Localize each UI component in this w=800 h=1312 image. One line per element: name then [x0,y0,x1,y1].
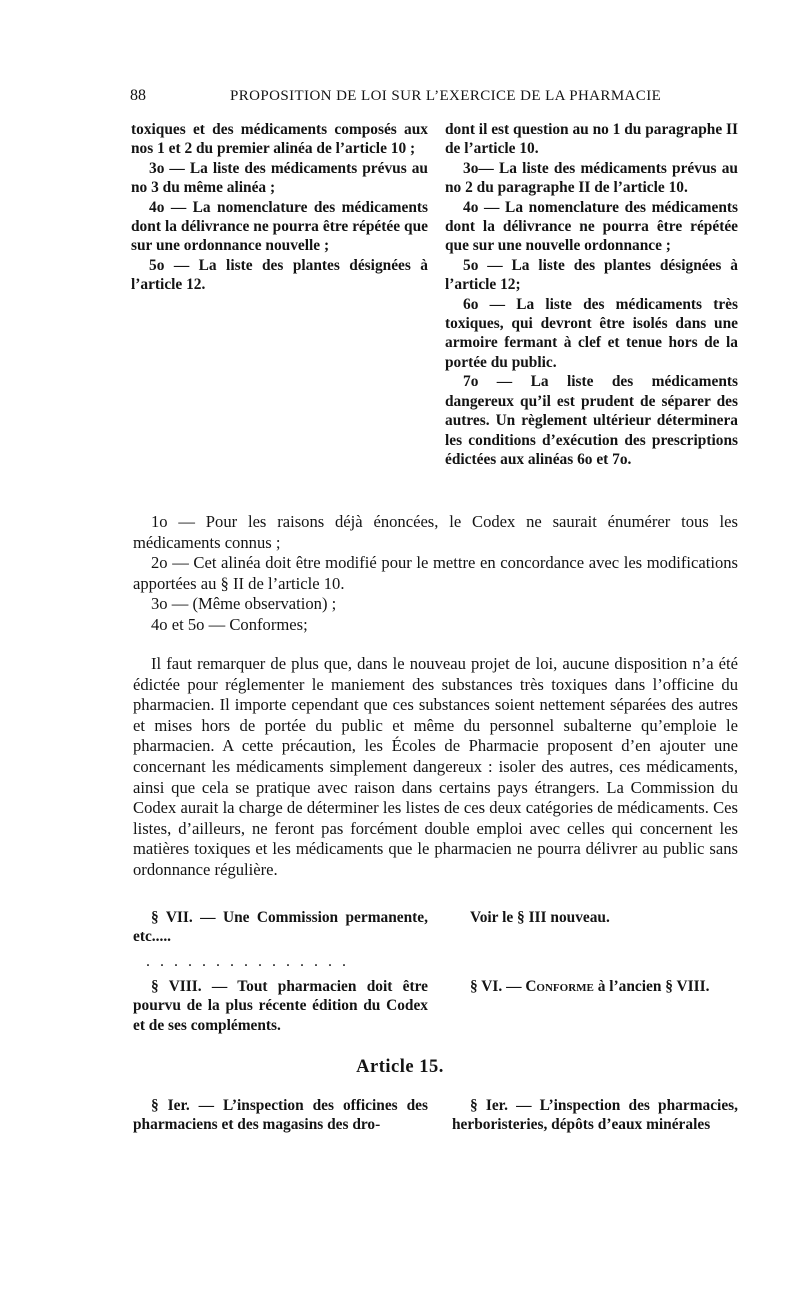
section-8-new-text [452,977,738,996]
section-7-new [452,908,738,927]
section-8-new-suffix: à l’ancien § VIII. [593,978,710,995]
right-item-7: 7o — La liste des médicaments dangereux qu’il est prudent de séparer des autres. Un règlement ultérieur déterminera les conditions d’exécution des prescriptions édictées aux alinéas 6o et 7o. [445,373,738,468]
commentary-paragraph [133,654,738,881]
article-15-old-text: § Ier. — L’inspection des officines des pharmaciens et des magasins des dro- [133,1097,428,1134]
commentary-1: 1o — Pour les raisons déjà énoncées, le Codex ne saurait énumérer tous les médicaments connus ; [133,512,738,552]
left-item-1: toxiques et des médicaments composés aux nos 1 et 2 du premier alinéa de l’article 10 ; [131,121,428,158]
section-7-new-text: Voir le § III nouveau. [470,909,610,926]
article-15-heading: Article 15. [356,1057,444,1077]
left-item-5: 5o — La liste des plantes désignées à l’article 12. [131,256,428,294]
right-column-new-text [445,120,738,469]
article-15-new-text: § Ier. — L’inspection des pharmacies, herboristeries, dépôts d’eaux minérales [452,1097,738,1134]
section-8-old-text: § VIII. — Tout pharmacien doit être pourvu de la plus récente édition du Codex et de ses compléments. [133,978,428,1034]
section-7-old-text: § VII. — Une Commission permanente, etc..... [133,909,428,946]
conforme-smallcaps: Conforme [525,978,594,995]
article-15-new [452,1096,738,1135]
left-item-4: 4o — La nomenclature des médicaments dont la délivrance ne pourra être répétée que sur une ordonnance nouvelle ; [131,198,428,255]
right-item-5: 5o — La liste des plantes désignées à l’article 12; [445,256,738,294]
section-7-old [133,908,428,947]
page-header [130,87,740,109]
right-item-continued: dont il est question au no 1 du paragraphe II de l’article 10. [445,121,738,158]
paragraph-text: Il faut remarquer de plus que, dans le nouveau projet de loi, aucune disposition n’a été édictée pour réglementer le maniement des substances très toxiques dans l’officine du pharmacien. Il importe cependant que ces substances soient nettement séparées des autres et mises hors de portée du public et même du personnel subalterne qu’emploie le pharmacien. A cette précaution, les Écoles de Pharmacie proposent d’en ajouter une concernant les médicaments simplement dangereux : isoler des autres, ces médicaments, ainsi que cela se pratique avec raison dans certains pays étrangers. La Commission du Codex aurait la charge de déterminer les listes de ces deux catégories de médicaments. Ces listes, d’ailleurs, ne feront pas forcément double emploi avec celles qui concernent les matières toxiques et les médicaments que le pharmacien ne pourra délivrer au public sans ordonnance régulière. [133,654,738,879]
left-item-3: 3o — La liste des médicaments prévus au no 3 du même alinéa ; [131,159,428,197]
article-15-old [133,1096,428,1135]
right-item-3: 3o— La liste des médicaments prévus au no 2 du paragraphe II de l’article 10. [445,159,738,197]
commentary-4: 4o et 5o — Conformes; [151,614,308,634]
commentary-list [133,512,738,636]
section-8-new-prefix: § VI. — [470,978,526,995]
section-8-old [133,977,428,1035]
running-title: PROPOSITION DE LOI SUR L’EXERCICE DE LA PHARMACIE [230,88,662,104]
ellipsis-separator: ............... [146,953,356,970]
right-item-4: 4o — La nomenclature des médicaments dont la délivrance ne pourra être répétée que sur une nouvelle ordonnance ; [445,198,738,255]
commentary-3: 3o — (Même observation) ; [151,594,337,614]
left-column-old-text [131,120,428,295]
commentary-2: 2o — Cet alinéa doit être modifié pour le mettre en concordance avec les modifications apportées au § II de l’article 10. [133,553,738,593]
right-item-6: 6o — La liste des médicaments très toxiques, qui devront être isolés dans une armoire fermant à clef et tenue hors de la portée du public. [445,295,738,371]
section-8-new [452,977,738,996]
page-number: 88 [130,87,146,104]
